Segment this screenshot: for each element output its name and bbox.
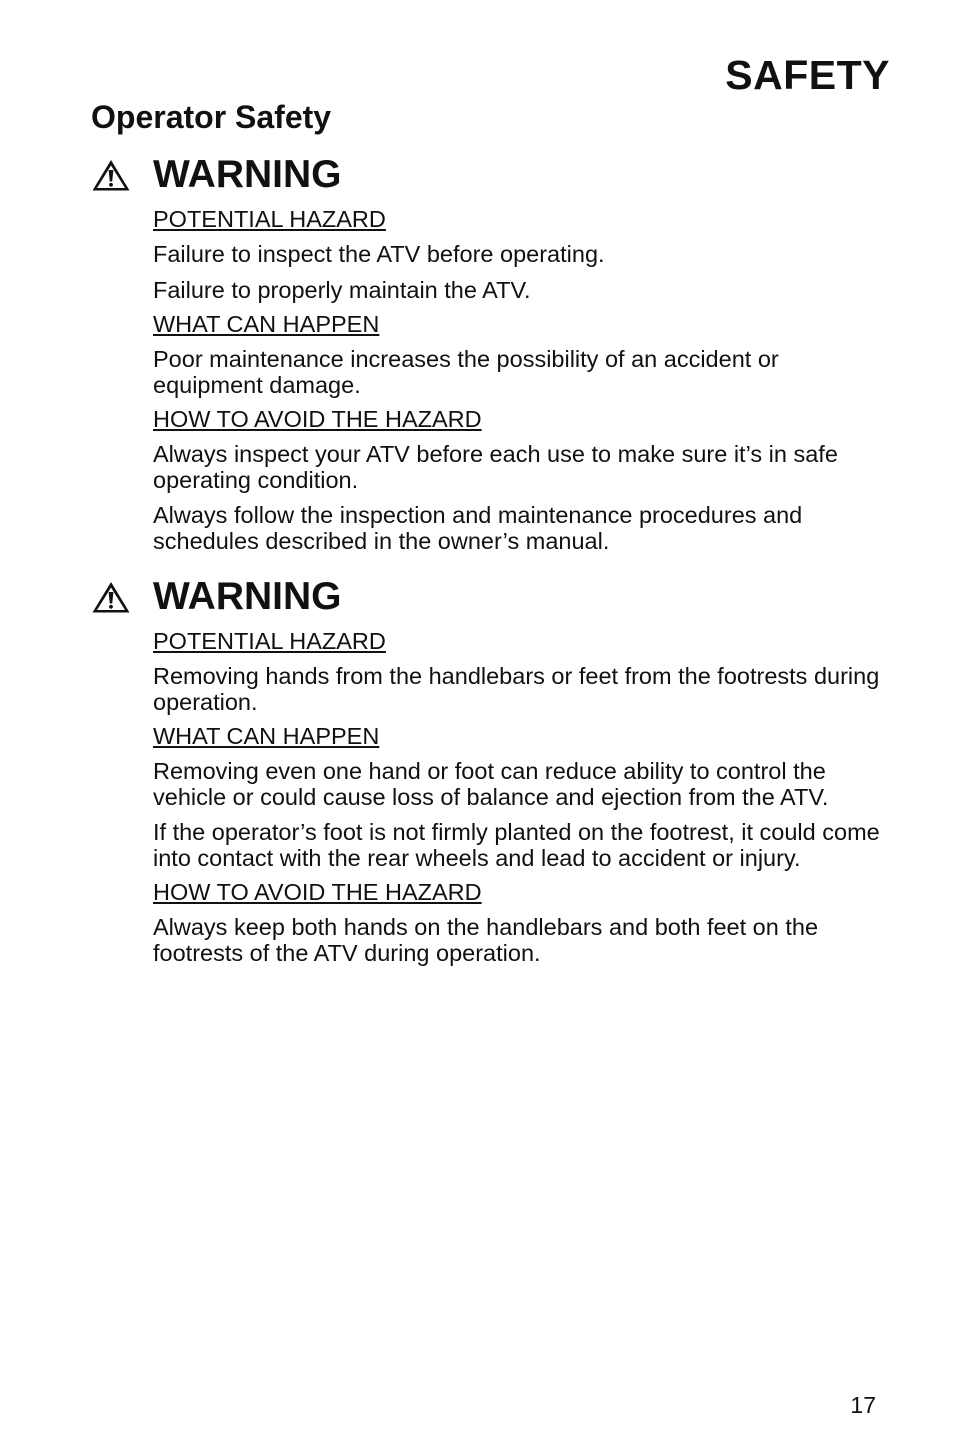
- potential-hazard-heading: POTENTIAL HAZARD: [153, 206, 386, 232]
- potential-hazard-text: Failure to properly maintain the ATV.: [153, 276, 531, 303]
- potential-hazard-text: Removing hands from the handlebars or feet from the footrests during operation.: [153, 663, 880, 715]
- what-can-happen-heading: WHAT CAN HAPPEN: [153, 723, 380, 749]
- potential-hazard-text: Failure to inspect the ATV before operating.: [153, 241, 605, 267]
- warning-header: [91, 152, 891, 198]
- what-can-happen-text: Poor maintenance increases the possibility of an accident or equipment damage.: [153, 346, 779, 398]
- page-number: 17: [850, 1392, 876, 1418]
- warning-block-1: [91, 152, 891, 554]
- warning-body: [153, 628, 891, 966]
- how-to-avoid-text: Always inspect your ATV before each use to make sure it’s in safe operating condition.: [153, 441, 838, 493]
- what-can-happen-heading: WHAT CAN HAPPEN: [153, 311, 380, 337]
- how-to-avoid-heading: HOW TO AVOID THE HAZARD: [153, 879, 482, 905]
- warning-header: [91, 574, 891, 620]
- what-can-happen-text: Removing even one hand or foot can reduce ability to control the vehicle or could cause loss of balance and ejection from the ATV.: [153, 758, 829, 810]
- warning-triangle-icon: [91, 158, 131, 192]
- how-to-avoid-text: Always follow the inspection and maintenance procedures and schedules described in the owner’s manual.: [153, 502, 803, 554]
- warning-triangle-icon: [91, 580, 131, 614]
- warning-title: WARNING: [153, 153, 342, 196]
- warning-title: WARNING: [153, 575, 342, 618]
- warning-block-2: [91, 574, 891, 966]
- potential-hazard-heading: POTENTIAL HAZARD: [153, 628, 386, 654]
- how-to-avoid-text: Always keep both hands on the handlebars and both feet on the footrests of the ATV during operation.: [153, 914, 819, 966]
- section-title: SAFETY: [725, 52, 890, 98]
- warning-body: [153, 206, 891, 554]
- how-to-avoid-heading: HOW TO AVOID THE HAZARD: [153, 406, 482, 432]
- subsection-title: Operator Safety: [91, 99, 332, 135]
- what-can-happen-text: If the operator’s foot is not firmly planted on the footrest, it could come into contact with the rear wheels and lead to accident or injury.: [153, 819, 880, 871]
